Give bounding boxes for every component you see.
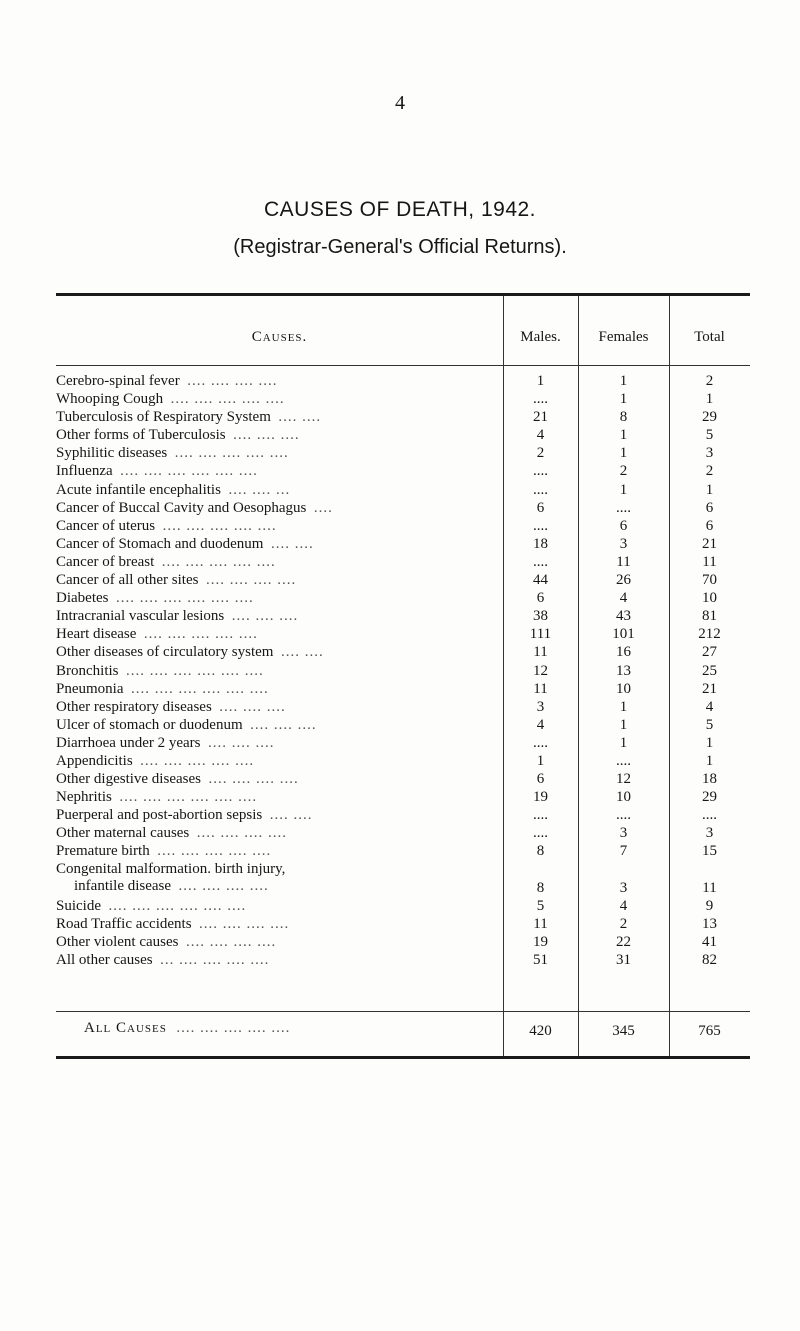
cell-males: .... bbox=[533, 807, 548, 824]
cell-males: .... bbox=[533, 517, 548, 534]
table-row bbox=[56, 589, 750, 607]
cell-males: 19 bbox=[533, 933, 548, 950]
cause-label bbox=[56, 372, 496, 390]
leader-dots: .... .... bbox=[278, 409, 322, 426]
cell-total: 25 bbox=[702, 662, 717, 679]
cell-males: 51 bbox=[533, 951, 548, 968]
cause-text: Diabetes bbox=[56, 590, 109, 607]
cell-females: 1 bbox=[619, 716, 628, 733]
cause-label bbox=[56, 951, 496, 969]
cause-label bbox=[56, 571, 496, 589]
cell-females: 43 bbox=[616, 608, 631, 625]
table-row bbox=[56, 535, 750, 553]
leader-dots: .... .... .... bbox=[250, 716, 317, 733]
table-row bbox=[56, 462, 750, 480]
cell-total: 1 bbox=[705, 391, 714, 408]
leader-dots: .... .... .... .... bbox=[199, 915, 290, 932]
table-row bbox=[56, 481, 750, 499]
cause-text: Congenital malformation. birth injury, bbox=[56, 860, 286, 877]
cell-males: 6 bbox=[536, 771, 545, 788]
cell-total: 5 bbox=[705, 427, 714, 444]
cell-females: .... bbox=[616, 752, 631, 769]
cause-text-continued: infantile disease bbox=[74, 877, 172, 894]
cell-females: 2 bbox=[619, 915, 628, 932]
cell-total: 18 bbox=[702, 771, 717, 788]
cell-males: 2 bbox=[536, 445, 545, 462]
cause-text: Pneumonia bbox=[56, 680, 124, 697]
cell-total: 1 bbox=[705, 734, 714, 751]
cell-males: 11 bbox=[533, 644, 548, 661]
cell-total: 82 bbox=[702, 951, 717, 968]
cell-males: 12 bbox=[533, 662, 548, 679]
cause-label bbox=[56, 861, 496, 895]
table-row bbox=[56, 951, 750, 969]
cause-text: Puerperal and post-abortion sepsis bbox=[56, 807, 263, 824]
cause-text: Suicide bbox=[56, 897, 101, 914]
cause-label bbox=[56, 625, 496, 643]
cell-females: 16 bbox=[616, 644, 631, 661]
cell-females: 1 bbox=[619, 445, 628, 462]
cell-males: 6 bbox=[536, 499, 545, 516]
cell-females: 3 bbox=[619, 535, 628, 552]
cause-text: Heart disease bbox=[56, 626, 137, 643]
cause-label bbox=[56, 444, 496, 462]
cell-total: 21 bbox=[702, 680, 717, 697]
cell-total: 4 bbox=[705, 698, 714, 715]
cause-text: Other maternal causes bbox=[56, 825, 190, 842]
cell-males: .... bbox=[533, 463, 548, 480]
cell-total: 2 bbox=[705, 463, 714, 480]
cause-label bbox=[56, 806, 496, 824]
cause-text: Other violent causes bbox=[56, 933, 179, 950]
cell-females: 13 bbox=[616, 662, 631, 679]
cause-label bbox=[56, 842, 496, 860]
leader-dots: .... .... .... bbox=[208, 734, 275, 751]
cause-label bbox=[56, 426, 496, 444]
cause-text: Cancer of uterus bbox=[56, 517, 156, 534]
cell-total: 13 bbox=[702, 915, 717, 932]
totals-total: 765 bbox=[698, 1023, 721, 1039]
cause-label bbox=[56, 662, 496, 680]
cell-total: 6 bbox=[705, 517, 714, 534]
cell-females: 12 bbox=[616, 771, 631, 788]
cell-females: 22 bbox=[616, 933, 631, 950]
cell-females: .... bbox=[616, 807, 631, 824]
table-row bbox=[56, 770, 750, 788]
cause-label bbox=[56, 607, 496, 625]
table-row bbox=[56, 752, 750, 770]
totals-label-text: All Causes bbox=[84, 1020, 167, 1036]
cause-text: Road Traffic accidents bbox=[56, 915, 192, 932]
header-causes: Causes. bbox=[251, 329, 308, 345]
cause-label bbox=[56, 897, 496, 915]
cell-males: 38 bbox=[533, 608, 548, 625]
cell-males: 6 bbox=[536, 590, 545, 607]
table-row bbox=[56, 426, 750, 444]
table-row bbox=[56, 824, 750, 842]
cause-text: Appendicitis bbox=[56, 752, 133, 769]
cell-males: 3 bbox=[536, 698, 545, 715]
cell-total: 1 bbox=[705, 752, 714, 769]
cell-females: 31 bbox=[616, 951, 631, 968]
leader-dots: .... .... .... .... .... bbox=[176, 1020, 291, 1036]
cause-text: Nephritis bbox=[56, 789, 112, 806]
cause-label bbox=[56, 734, 496, 752]
leader-dots: .... .... ... bbox=[228, 481, 291, 498]
cause-label bbox=[56, 680, 496, 698]
totals-label bbox=[56, 1020, 531, 1037]
cell-total: 29 bbox=[702, 789, 717, 806]
cause-text: All other causes bbox=[56, 951, 153, 968]
table-row bbox=[56, 662, 750, 680]
cell-females: .... bbox=[616, 499, 631, 516]
cause-text: Acute infantile encephalitis bbox=[56, 481, 221, 498]
leader-dots: .... .... .... .... .... .... bbox=[119, 789, 258, 806]
cell-females: 11 bbox=[616, 553, 631, 570]
leader-dots: .... .... .... bbox=[219, 698, 286, 715]
cell-males: 1 bbox=[536, 752, 545, 769]
cell-females: 1 bbox=[619, 698, 628, 715]
leader-dots: .... .... .... .... .... .... bbox=[108, 897, 247, 914]
cause-label bbox=[56, 589, 496, 607]
cell-females: 4 bbox=[619, 590, 628, 607]
cell-males: 8 bbox=[536, 879, 545, 896]
table-top-rule bbox=[56, 293, 750, 296]
cause-label bbox=[56, 933, 496, 951]
cause-label bbox=[56, 824, 496, 842]
leader-dots: .... .... .... bbox=[231, 608, 299, 625]
cell-males: 11 bbox=[533, 915, 548, 932]
cell-total: 3 bbox=[705, 445, 714, 462]
cell-total: 1 bbox=[705, 481, 714, 498]
cell-total: 81 bbox=[702, 608, 717, 625]
table-row bbox=[56, 643, 750, 661]
table-row bbox=[56, 517, 750, 535]
cause-text: Other diseases of circulatory system bbox=[56, 644, 274, 661]
cell-males: 19 bbox=[533, 789, 548, 806]
leader-dots: .... .... .... .... .... bbox=[170, 391, 285, 408]
leader-dots: ... .... .... .... .... bbox=[160, 951, 270, 968]
leader-dots: .... .... .... .... .... bbox=[174, 445, 289, 462]
table-row bbox=[56, 553, 750, 571]
cell-males: 18 bbox=[533, 535, 548, 552]
leader-dots: .... .... .... .... .... .... bbox=[131, 680, 269, 697]
page-subtitle: (Registrar-General's Official Returns). bbox=[233, 236, 567, 258]
cause-text: Whooping Cough bbox=[56, 391, 164, 408]
leader-dots: .... .... .... .... .... .... bbox=[120, 463, 258, 480]
cause-text: Cerebro-spinal fever bbox=[56, 373, 180, 389]
table-row bbox=[56, 734, 750, 752]
table-row bbox=[56, 408, 750, 426]
cell-total: 9 bbox=[705, 897, 714, 914]
table-row bbox=[56, 390, 750, 408]
cell-males: 44 bbox=[533, 572, 548, 589]
cell-total: 21 bbox=[702, 535, 717, 552]
leader-dots: .... .... .... .... bbox=[178, 877, 269, 894]
cell-females: 1 bbox=[619, 373, 628, 389]
leader-dots: .... .... bbox=[269, 807, 313, 824]
cell-males: .... bbox=[533, 481, 548, 498]
page-number: 4 bbox=[395, 92, 405, 114]
cell-males: 8 bbox=[536, 843, 545, 860]
leader-dots: .... .... .... .... .... bbox=[157, 843, 272, 860]
totals-row bbox=[56, 1020, 750, 1040]
table-row bbox=[56, 607, 750, 625]
cell-females: 4 bbox=[619, 897, 628, 914]
cell-females: 6 bbox=[619, 517, 628, 534]
header-total: Total bbox=[694, 329, 725, 345]
cell-females: 7 bbox=[619, 843, 628, 860]
cell-total: 15 bbox=[702, 843, 717, 860]
leader-dots: .... .... .... bbox=[233, 427, 300, 444]
table-row bbox=[56, 372, 750, 390]
cell-females: 3 bbox=[619, 825, 628, 842]
cause-label bbox=[56, 716, 496, 734]
leader-dots: .... .... .... .... .... bbox=[162, 517, 277, 534]
table-row bbox=[56, 933, 750, 951]
header-females: Females bbox=[598, 329, 649, 345]
cell-females: 1 bbox=[619, 481, 628, 498]
totals-females: 345 bbox=[612, 1023, 635, 1039]
cell-females: 3 bbox=[619, 879, 628, 896]
cell-males: .... bbox=[533, 391, 548, 408]
cell-females: 101 bbox=[612, 626, 635, 643]
table-row bbox=[56, 915, 750, 933]
cause-text: Influenza bbox=[56, 463, 113, 480]
table-row bbox=[56, 842, 750, 860]
cell-total: 212 bbox=[698, 626, 721, 643]
cause-label bbox=[56, 752, 496, 770]
cell-females: 10 bbox=[616, 680, 631, 697]
cell-total: 2 bbox=[705, 373, 714, 389]
cause-text: Premature birth bbox=[56, 843, 150, 860]
cell-females: 8 bbox=[619, 409, 628, 426]
page-title: CAUSES OF DEATH, 1942. bbox=[263, 198, 537, 221]
cause-label bbox=[56, 517, 496, 535]
table-row bbox=[56, 698, 750, 716]
cause-label bbox=[56, 698, 496, 716]
cause-text: Other respiratory diseases bbox=[56, 698, 212, 715]
leader-dots: .... .... .... .... bbox=[187, 373, 278, 389]
leader-dots: .... .... .... .... .... .... bbox=[126, 662, 264, 679]
cell-total: .... bbox=[702, 807, 717, 824]
table-row bbox=[56, 861, 750, 897]
cell-males: 4 bbox=[536, 427, 545, 444]
cell-total: 3 bbox=[705, 825, 714, 842]
cell-total: 10 bbox=[702, 590, 717, 607]
footer-rule bbox=[56, 1011, 750, 1012]
cell-males: .... bbox=[533, 734, 548, 751]
cell-females: 1 bbox=[619, 427, 628, 444]
cause-text: Other digestive diseases bbox=[56, 771, 201, 788]
table-body bbox=[56, 372, 750, 969]
cause-text: Diarrhoea under 2 years bbox=[56, 734, 201, 751]
leader-dots: .... bbox=[313, 499, 333, 516]
cause-label bbox=[56, 788, 496, 806]
cell-males: .... bbox=[533, 553, 548, 570]
cell-males: 5 bbox=[536, 897, 545, 914]
leader-dots: .... .... .... .... .... bbox=[143, 626, 258, 643]
table-row bbox=[56, 499, 750, 517]
cell-total: 11 bbox=[702, 879, 717, 896]
cell-total: 27 bbox=[702, 644, 717, 661]
table-row bbox=[56, 444, 750, 462]
leader-dots: .... .... bbox=[270, 535, 314, 552]
cell-total: 6 bbox=[705, 499, 714, 516]
cause-label bbox=[56, 462, 496, 480]
cell-total: 70 bbox=[702, 572, 717, 589]
cell-total: 29 bbox=[702, 409, 717, 426]
cause-label bbox=[56, 535, 496, 553]
cause-label bbox=[56, 499, 496, 517]
cell-females: 2 bbox=[619, 463, 628, 480]
table-row bbox=[56, 788, 750, 806]
table-row bbox=[56, 897, 750, 915]
table-row bbox=[56, 571, 750, 589]
leader-dots: .... .... .... .... .... bbox=[140, 752, 255, 769]
cause-text: Cancer of breast bbox=[56, 553, 155, 570]
leader-dots: .... .... .... .... .... .... bbox=[115, 590, 254, 607]
cause-label bbox=[56, 553, 496, 571]
cause-label bbox=[56, 481, 496, 499]
table-row bbox=[56, 806, 750, 824]
cell-total: 41 bbox=[702, 933, 717, 950]
cell-males: .... bbox=[533, 825, 548, 842]
cause-label bbox=[56, 390, 496, 408]
cell-males: 21 bbox=[533, 409, 548, 426]
header-rule bbox=[56, 365, 750, 366]
cause-label bbox=[56, 915, 496, 933]
cause-text: Other forms of Tuberculosis bbox=[56, 427, 226, 444]
cell-total: 5 bbox=[705, 716, 714, 733]
cause-text: Intracranial vascular lesions bbox=[56, 608, 225, 625]
cell-females: 1 bbox=[619, 734, 628, 751]
leader-dots: .... .... .... .... bbox=[208, 771, 299, 788]
cell-females: 10 bbox=[616, 789, 631, 806]
table-bottom-rule bbox=[56, 1056, 750, 1059]
cause-text: Bronchitis bbox=[56, 662, 119, 679]
leader-dots: .... .... .... .... .... bbox=[161, 553, 276, 570]
cause-text: Cancer of Buccal Cavity and Oesophagus bbox=[56, 499, 307, 516]
totals-males: 420 bbox=[529, 1023, 552, 1039]
header-males: Males. bbox=[520, 329, 561, 345]
cause-text: Cancer of all other sites bbox=[56, 572, 199, 589]
cell-females: 1 bbox=[619, 391, 628, 408]
cell-males: 111 bbox=[529, 626, 552, 643]
table-row bbox=[56, 625, 750, 643]
table-row bbox=[56, 680, 750, 698]
cause-text: Ulcer of stomach or duodenum bbox=[56, 716, 243, 733]
cause-label bbox=[56, 408, 496, 426]
table-row bbox=[56, 716, 750, 734]
cause-text: Syphilitic diseases bbox=[56, 445, 168, 462]
leader-dots: .... .... bbox=[280, 644, 324, 661]
cause-text: Tuberculosis of Respiratory System bbox=[56, 409, 271, 426]
cause-text: Cancer of Stomach and duodenum bbox=[56, 535, 264, 552]
cell-females: 26 bbox=[616, 572, 631, 589]
cause-label bbox=[56, 643, 496, 661]
cell-total: 11 bbox=[702, 553, 717, 570]
leader-dots: .... .... .... .... bbox=[196, 825, 288, 842]
cell-males: 4 bbox=[536, 716, 545, 733]
cause-label bbox=[56, 770, 496, 788]
leader-dots: .... .... .... .... bbox=[205, 572, 297, 589]
leader-dots: .... .... .... .... bbox=[185, 933, 277, 950]
cell-males: 11 bbox=[533, 680, 548, 697]
cell-males: 1 bbox=[536, 373, 545, 389]
